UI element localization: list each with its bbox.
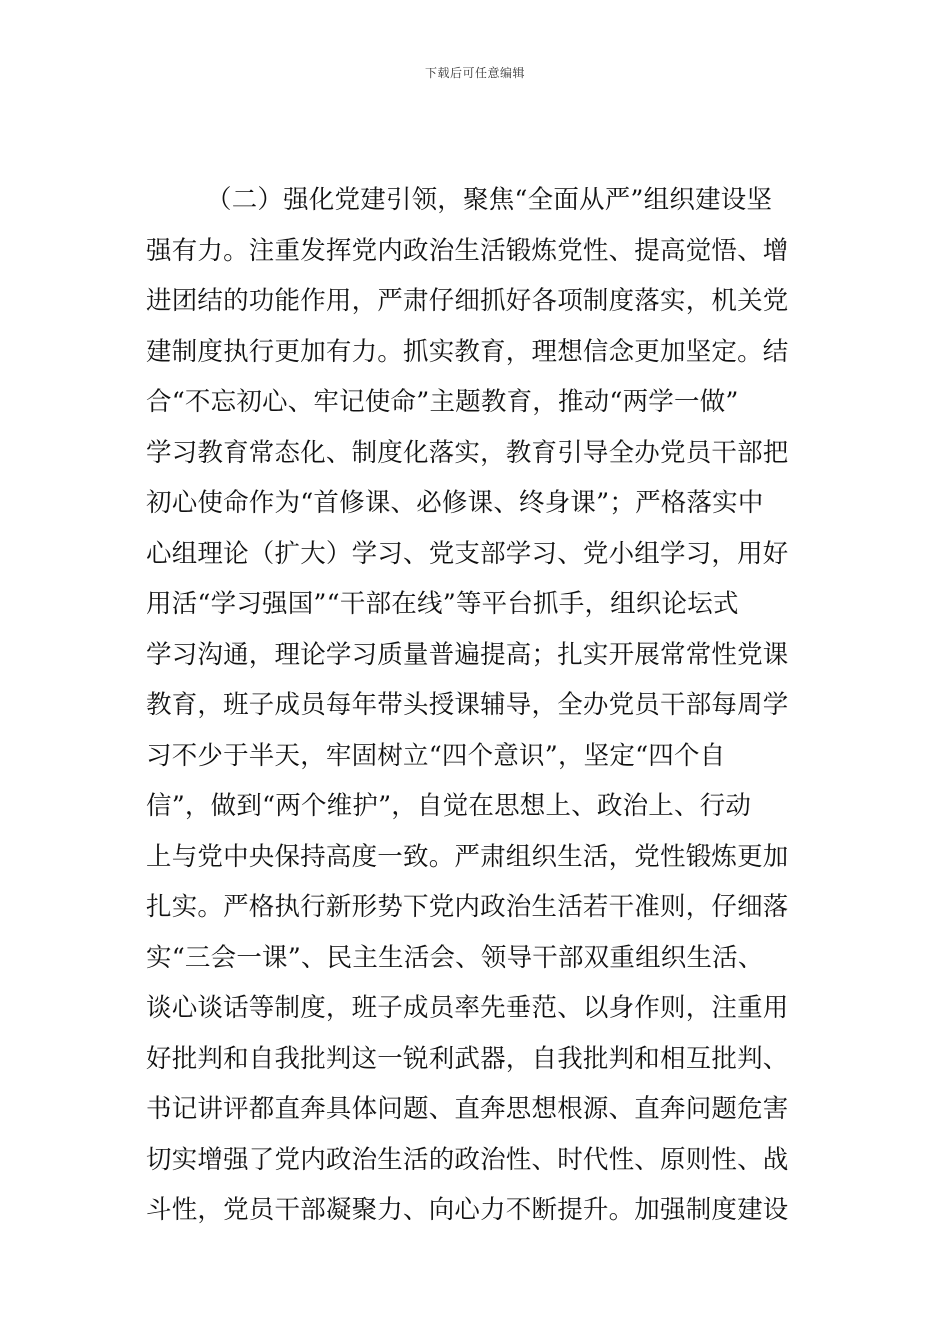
- paragraph-line: 切实增强了党内政治生活的政治性、时代性、原则性、战: [146, 1144, 789, 1175]
- paragraph-line: 初心使命作为“首修课、必修课、终身课”；严格落实中: [146, 488, 764, 518]
- paragraph-line: 扎实。严格执行新形势下党内政治生活若干准则，仔细落: [146, 892, 789, 922]
- paragraph-line: 强有力。注重发挥党内政治生活锻炼党性、提高觉悟、增: [146, 235, 789, 266]
- paragraph-line: 学习教育常态化、制度化落实，教育引导全办党员干部把: [146, 437, 789, 468]
- paragraph-line: （二）强化党建引领，聚焦“全面从严”组织建设坚: [206, 185, 773, 215]
- paragraph-line: 书记讲评都直奔具体问题、直奔思想根源、直奔问题危害: [146, 1094, 789, 1124]
- paragraph-line: 建制度执行更加有力。抓实教育，理想信念更加坚定。结: [146, 336, 789, 367]
- page-header: 下载后可任意编辑: [424, 66, 525, 80]
- paragraph-line: 学习沟通，理论学习质量普遍提高；扎实开展常常性党课: [146, 639, 789, 670]
- body-paragraph: [146, 175, 810, 1236]
- paragraph-line: 信”，做到“两个维护”，自觉在思想上、政治上、行动: [146, 791, 752, 821]
- paragraph-line: 进团结的功能作用，严肃仔细抓好各项制度落实，机关党: [146, 286, 789, 316]
- paragraph-line: 好批判和自我批判这一锐利武器，自我批判和相互批判、: [146, 1043, 789, 1074]
- paragraph-line: 教育，班子成员每年带头授课辅导，全办党员干部每周学: [146, 690, 789, 720]
- paragraph-line: 用活“学习强国”“干部在线”等平台抓手，组织论坛式: [146, 589, 739, 619]
- paragraph-line: 斗性，党员干部凝聚力、向心力不断提升。加强制度建设: [146, 1195, 789, 1225]
- paragraph-line: 上与党中央保持高度一致。严肃组织生活，党性锻炼更加: [146, 841, 789, 872]
- paragraph-line: 合“不忘初心、牢记使命”主题教育，推动“两学一做”: [146, 387, 739, 417]
- paragraph-line: 实“三会一课”、民主生活会、领导干部双重组织生活、: [146, 942, 764, 973]
- paragraph-line: 心组理论（扩大）学习、党支部学习、党小组学习，用好: [146, 538, 789, 569]
- paragraph-line: 谈心谈话等制度，班子成员率先垂范、以身作则，注重用: [146, 993, 789, 1023]
- paragraph-line: 习不少于半天，牢固树立“四个意识”，坚定“四个自: [146, 740, 726, 771]
